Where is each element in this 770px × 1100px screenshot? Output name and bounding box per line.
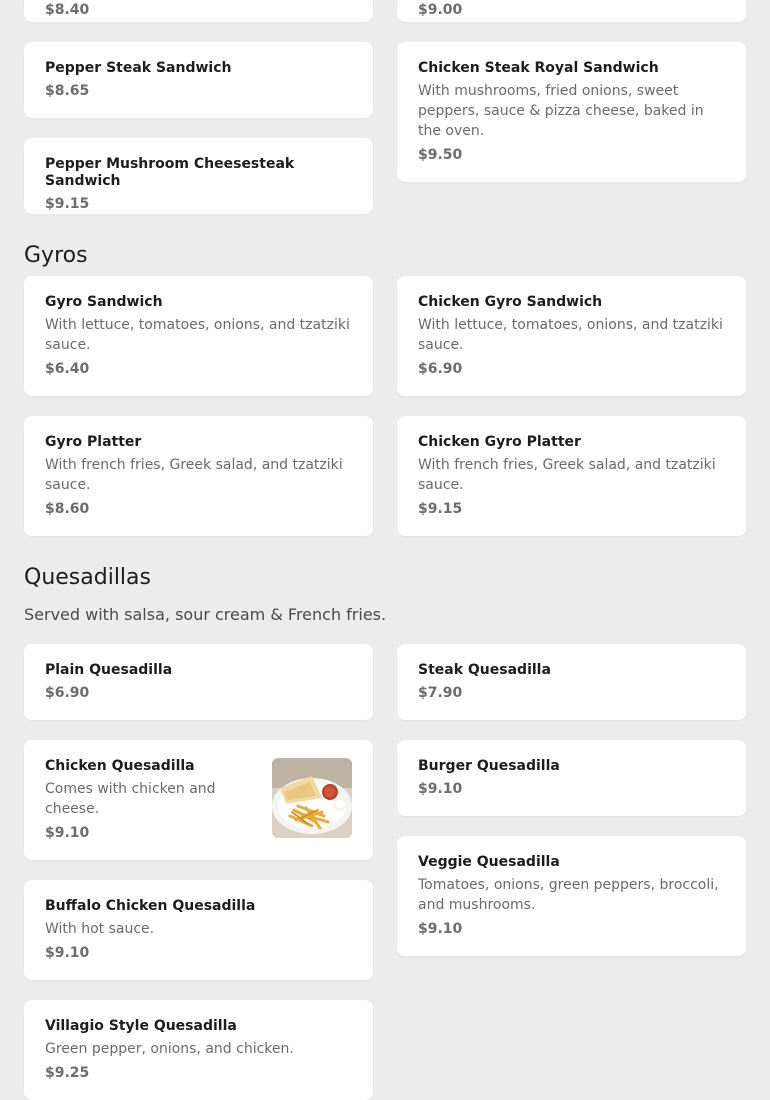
item-price: $6.90 <box>418 361 463 377</box>
item-price: $9.10 <box>418 781 463 797</box>
menu-item-card[interactable] <box>397 740 746 816</box>
item-name: Chicken Quesadilla <box>45 758 195 774</box>
menu-item-card[interactable] <box>24 138 373 214</box>
menu-item-card[interactable] <box>24 1000 373 1100</box>
menu-item-card[interactable] <box>24 416 373 536</box>
item-description: Comes with chicken and cheese. <box>45 781 216 817</box>
menu-item-card[interactable] <box>24 880 373 980</box>
item-price: $7.90 <box>418 685 463 701</box>
section-title-quesadillas: Quesadillas <box>24 565 151 590</box>
food-photo-illustration <box>272 758 352 838</box>
menu-item-card[interactable] <box>397 644 746 720</box>
item-name: Pepper Steak Sandwich <box>45 60 232 76</box>
item-description: With mushrooms, fried onions, sweet peppers, sauce & pizza cheese, baked in the oven. <box>418 83 704 139</box>
item-price: $9.25 <box>45 1065 90 1081</box>
item-name: Chicken Gyro Platter <box>418 434 581 450</box>
item-price: $9.15 <box>45 196 90 212</box>
menu-item-card[interactable] <box>24 644 373 720</box>
item-name: Villagio Style Quesadilla <box>45 1018 237 1034</box>
item-price: $9.15 <box>418 501 463 517</box>
item-name: Plain Quesadilla <box>45 662 173 678</box>
item-name: Steak Quesadilla <box>418 662 551 678</box>
item-price: $9.50 <box>418 147 463 163</box>
menu-item-card[interactable] <box>397 416 746 536</box>
item-price: $9.00 <box>418 2 463 18</box>
item-name: Gyro Sandwich <box>45 294 163 310</box>
item-price: $8.65 <box>45 83 90 99</box>
item-name: Veggie Quesadilla <box>418 854 560 870</box>
menu-item-card[interactable] <box>24 740 373 860</box>
item-photo[interactable] <box>272 758 352 838</box>
section-description: Served with salsa, sour cream & French fries. <box>24 605 387 624</box>
item-name: Burger Quesadilla <box>418 758 560 774</box>
item-price: $8.60 <box>45 501 90 517</box>
item-description: With hot sauce. <box>45 921 155 937</box>
section-title-gyros: Gyros <box>24 243 88 268</box>
item-description: With french fries, Greek salad, and tzatziki sauce. <box>45 457 343 493</box>
menu-item-card[interactable] <box>397 276 746 396</box>
item-price: $6.90 <box>45 685 90 701</box>
menu-item-card[interactable] <box>24 276 373 396</box>
item-price: $9.10 <box>418 921 463 937</box>
item-price: $9.10 <box>45 945 90 961</box>
item-price: $6.40 <box>45 361 90 377</box>
menu-item-card[interactable] <box>397 0 746 22</box>
item-price: $8.40 <box>45 2 90 18</box>
item-price: $9.10 <box>45 825 90 841</box>
menu-item-card[interactable] <box>24 0 373 22</box>
menu-item-card[interactable] <box>24 42 373 118</box>
menu-item-card[interactable] <box>397 836 746 956</box>
item-description: With lettuce, tomatoes, onions, and tzatziki sauce. <box>45 317 350 353</box>
item-description: Tomatoes, onions, green peppers, broccoli, and mushrooms. <box>418 877 719 913</box>
menu-item-card[interactable] <box>397 42 746 182</box>
item-description: Green pepper, onions, and chicken. <box>45 1041 294 1057</box>
item-name: Chicken Gyro Sandwich <box>418 294 603 310</box>
item-description: With french fries, Greek salad, and tzatziki sauce. <box>418 457 716 493</box>
item-name: Gyro Platter <box>45 434 142 450</box>
item-name: Chicken Steak Royal Sandwich <box>418 60 659 76</box>
item-name: Buffalo Chicken Quesadilla <box>45 898 256 914</box>
item-description: With lettuce, tomatoes, onions, and tzatziki sauce. <box>418 317 723 353</box>
item-name: Pepper Mushroom Cheesesteak Sandwich <box>45 156 295 189</box>
